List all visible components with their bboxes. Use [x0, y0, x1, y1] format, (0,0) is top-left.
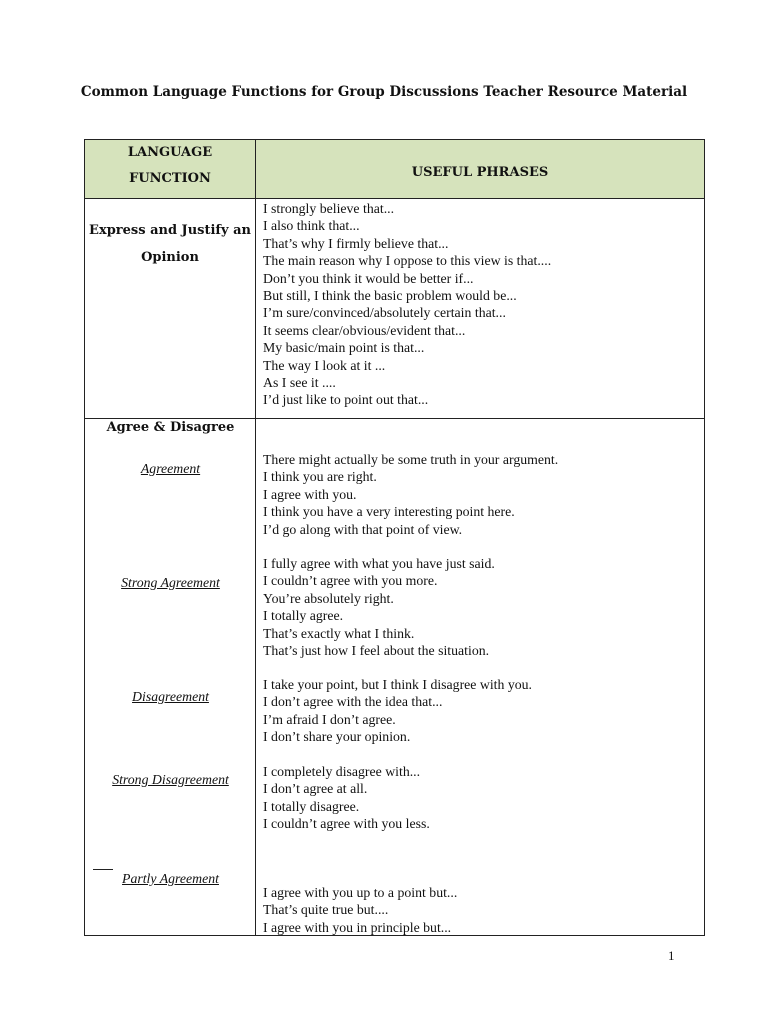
- phrase-group-disagreement: [263, 676, 532, 746]
- phrase: I completely disagree with...: [263, 764, 421, 779]
- function-line: Opinion: [141, 250, 199, 265]
- phrase: I don’t agree with the idea that...: [263, 694, 443, 710]
- header-col1-line: FUNCTION: [129, 171, 211, 186]
- table-row-agree-disagree: [85, 419, 705, 936]
- header-col1-line: LANGUAGE: [127, 145, 213, 160]
- phrase-group-agreement: [263, 451, 558, 538]
- dash-mark: [93, 869, 113, 870]
- phrase: I agree with you up to a point but...: [263, 885, 458, 900]
- label-partly-agreement: Partly Agreement: [122, 871, 219, 886]
- phrase: I couldn’t agree with you less.: [263, 816, 430, 832]
- phrase: I totally agree.: [263, 608, 344, 624]
- phrase: I strongly believe that...: [263, 201, 395, 216]
- phrase: You’re absolutely right.: [263, 590, 394, 606]
- phrase: I’m afraid I don’t agree.: [263, 711, 396, 727]
- phrase: I fully agree with what you have just said.: [263, 556, 495, 571]
- phrase: That’s exactly what I think.: [263, 625, 415, 641]
- label-agreement: Agreement: [140, 461, 201, 476]
- phrase: I’d just like to point out that...: [263, 392, 429, 408]
- header-useful-phrases: USEFUL PHRASES: [256, 140, 705, 199]
- label-strong-disagreement: Strong Disagreement: [112, 772, 229, 787]
- phrase: I’m sure/convinced/absolutely certain that...: [263, 305, 506, 321]
- phrase: But still, I think the basic problem would be...: [263, 288, 517, 304]
- phrase: As I see it ....: [263, 375, 336, 391]
- language-functions-table: [84, 139, 705, 936]
- page-title: Common Language Functions for Group Discussions Teacher Resource Material: [80, 84, 688, 100]
- phrase: I think you are right.: [263, 469, 377, 485]
- phrase-group-partly-agreement: [263, 884, 457, 936]
- phrase: I couldn’t agree with you more.: [263, 573, 438, 589]
- phrase: Don’t you think it would be better if...: [263, 270, 474, 286]
- page-number: 1: [668, 948, 675, 963]
- function-line: Express and Justify an: [89, 223, 251, 238]
- function-opinion: [85, 199, 256, 419]
- phrase: I agree with you.: [263, 486, 357, 502]
- phrase: I totally disagree.: [263, 798, 360, 814]
- function-agree-disagree-label: Agree & Disagree: [106, 420, 235, 435]
- phrase: It seems clear/obvious/evident that...: [263, 322, 466, 338]
- table-header-row: [85, 140, 705, 199]
- label-disagreement: Disagreement: [132, 689, 209, 704]
- phrase-group-strong-disagreement: [263, 763, 430, 833]
- table-row-opinion: [85, 199, 705, 419]
- header-language-function: [85, 140, 256, 199]
- phrase: I think you have a very interesting point here.: [263, 504, 515, 520]
- phrase: I take your point, but I think I disagree with you.: [263, 677, 532, 692]
- phrase-group-strong-agreement: [263, 555, 495, 659]
- phrase: There might actually be some truth in your argument.: [263, 452, 559, 467]
- phrases-agree-disagree: [256, 419, 705, 936]
- phrase: The way I look at it ...: [263, 357, 386, 373]
- phrases-opinion: [256, 199, 705, 419]
- phrase: I also think that...: [263, 218, 360, 234]
- phrase: I’d go along with that point of view.: [263, 521, 463, 537]
- phrase: My basic/main point is that...: [263, 340, 425, 356]
- phrase: That’s why I firmly believe that...: [263, 235, 449, 251]
- phrase: I don’t agree at all.: [263, 781, 368, 797]
- phrase: I don’t share your opinion.: [263, 729, 411, 745]
- phrase: That’s quite true but....: [263, 902, 389, 918]
- function-agree-disagree: [85, 419, 256, 936]
- phrase: That’s just how I feel about the situation.: [263, 643, 490, 659]
- phrase: The main reason why I oppose to this view is that....: [263, 253, 552, 269]
- phrase: I agree with you in principle but...: [263, 919, 452, 935]
- label-strong-agreement: Strong Agreement: [121, 575, 220, 590]
